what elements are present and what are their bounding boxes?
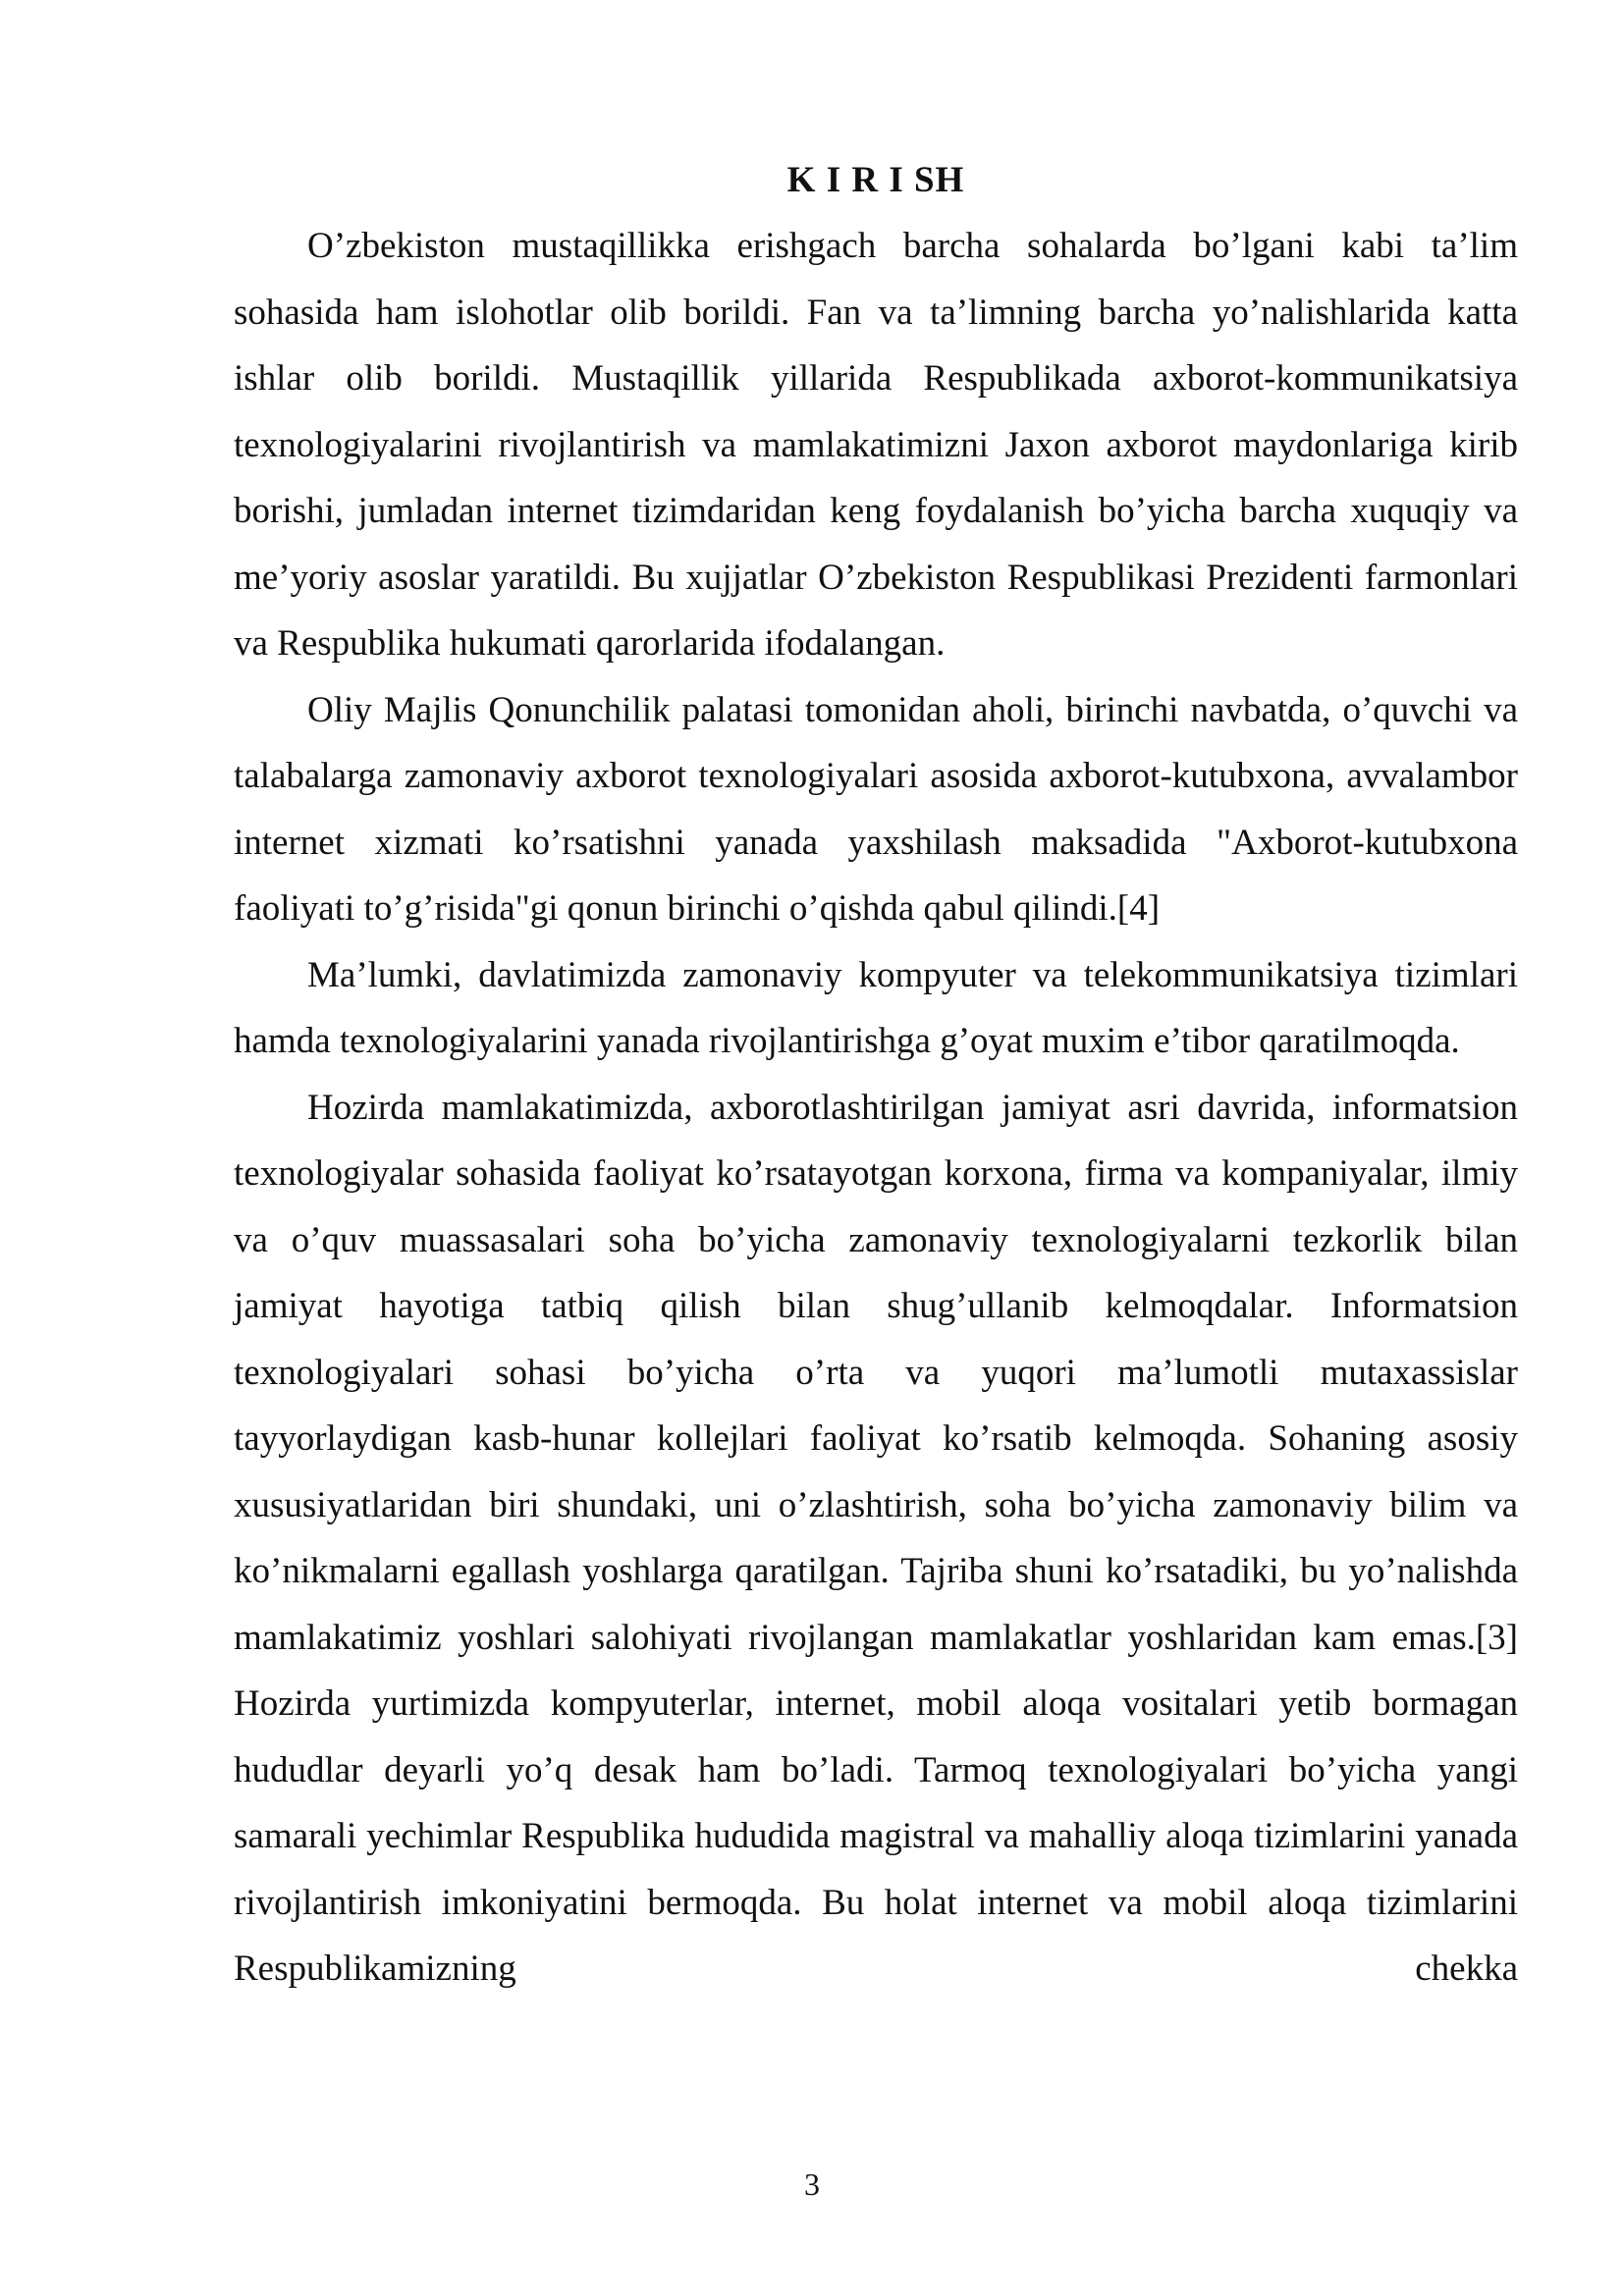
paragraph-3: Ma’lumki, davlatimizda zamonaviy kompyuter va telekommunikatsiya tizimlari hamda texnologiyalarini yanada rivojlantirishga g’oyat muxim e’tibor qaratilmoqda. <box>234 954 1518 1061</box>
paragraph-1: O’zbekiston mustaqillikka erishgach barcha sohalarda bo’lgani kabi ta’lim sohasida ham islohotlar olib borildi. Fan va ta’limning barcha yo’nalishlarida katta ishlar olib borildi. Mustaqillik yillarida Respublikada axborot-kommunikatsiya texnologiyalarini rivojlantirish va mamlakatimizni Jaxon axborot maydonlariga kirib borishi, jumladan internet tizimdaridan keng foydalanish bo’yicha barcha xuquqiy va me’yoriy asoslar yaratildi. Bu xujjatlar O’zbekiston Respublikasi Prezidenti farmonlari va Respublika hukumati qarorlarida ifodalangan. <box>234 226 1518 664</box>
page-number: 3 <box>804 2166 820 2202</box>
paragraph-2: Oliy Majlis Qonunchilik palatasi tomonidan aholi, birinchi navbatda, o’quvchi va talabalarga zamonaviy axborot texnologiyalari asosida axborot-kutubxona, avvalambor internet xizmati ko’rsatishni yanada yaxshilash maksadida "Axborot-kutubxona faoliyati to’g’risida"gi qonun birinchi o’qishda qabul qilindi.[4] <box>234 689 1518 929</box>
paragraph-4: Hozirda mamlakatimizda, axborotlashtirilgan jamiyat asri davrida, informatsion texnologiyalar sohasida faoliyat ko’rsatayotgan korxona, firma va kompaniyalar, ilmiy va o’quv muassasalari soha bo’yicha zamonaviy texnologiyalarni tezkorlik bilan jamiyat hayotiga tatbiq qilish bilan shug’ullanib kelmoqdalar. Informatsion texnologiyalari sohasi bo’yicha o’rta va yuqori ma’lumotli mutaxassislar tayyorlaydigan kasb-hunar kollejlari faoliyat ko’rsatib kelmoqda. Sohaning asosiy xususiyatlaridan biri shundaki, uni o’zlashtirish, soha bo’yicha zamonaviy bilim va ko’nikmalarni egallash yoshlarga qaratilgan. Tajriba shuni ko’rsatadiki, bu yo’nalishda mamlakatimiz yoshlari salohiyati rivojlangan mamlakatlar yoshlaridan kam emas.[3] Hozirda yurtimizda kompyuterlar, internet, mobil aloqa vositalari yetib bormagan hududlar deyarli yo’q desak ham bo’ladi. Tarmoq texnologiyalari bo’yicha yangi samarali yechimlar Respublika hududida magistral va mahalliy aloqa tizimlarini yanada rivojlantirish imkoniyatini bermoqda. Bu holat internet va mobil aloqa tizimlarini Respublikamizning chekka <box>234 1087 1518 1989</box>
page-title: K I R I SH <box>786 160 965 200</box>
document-page <box>234 147 1518 2002</box>
